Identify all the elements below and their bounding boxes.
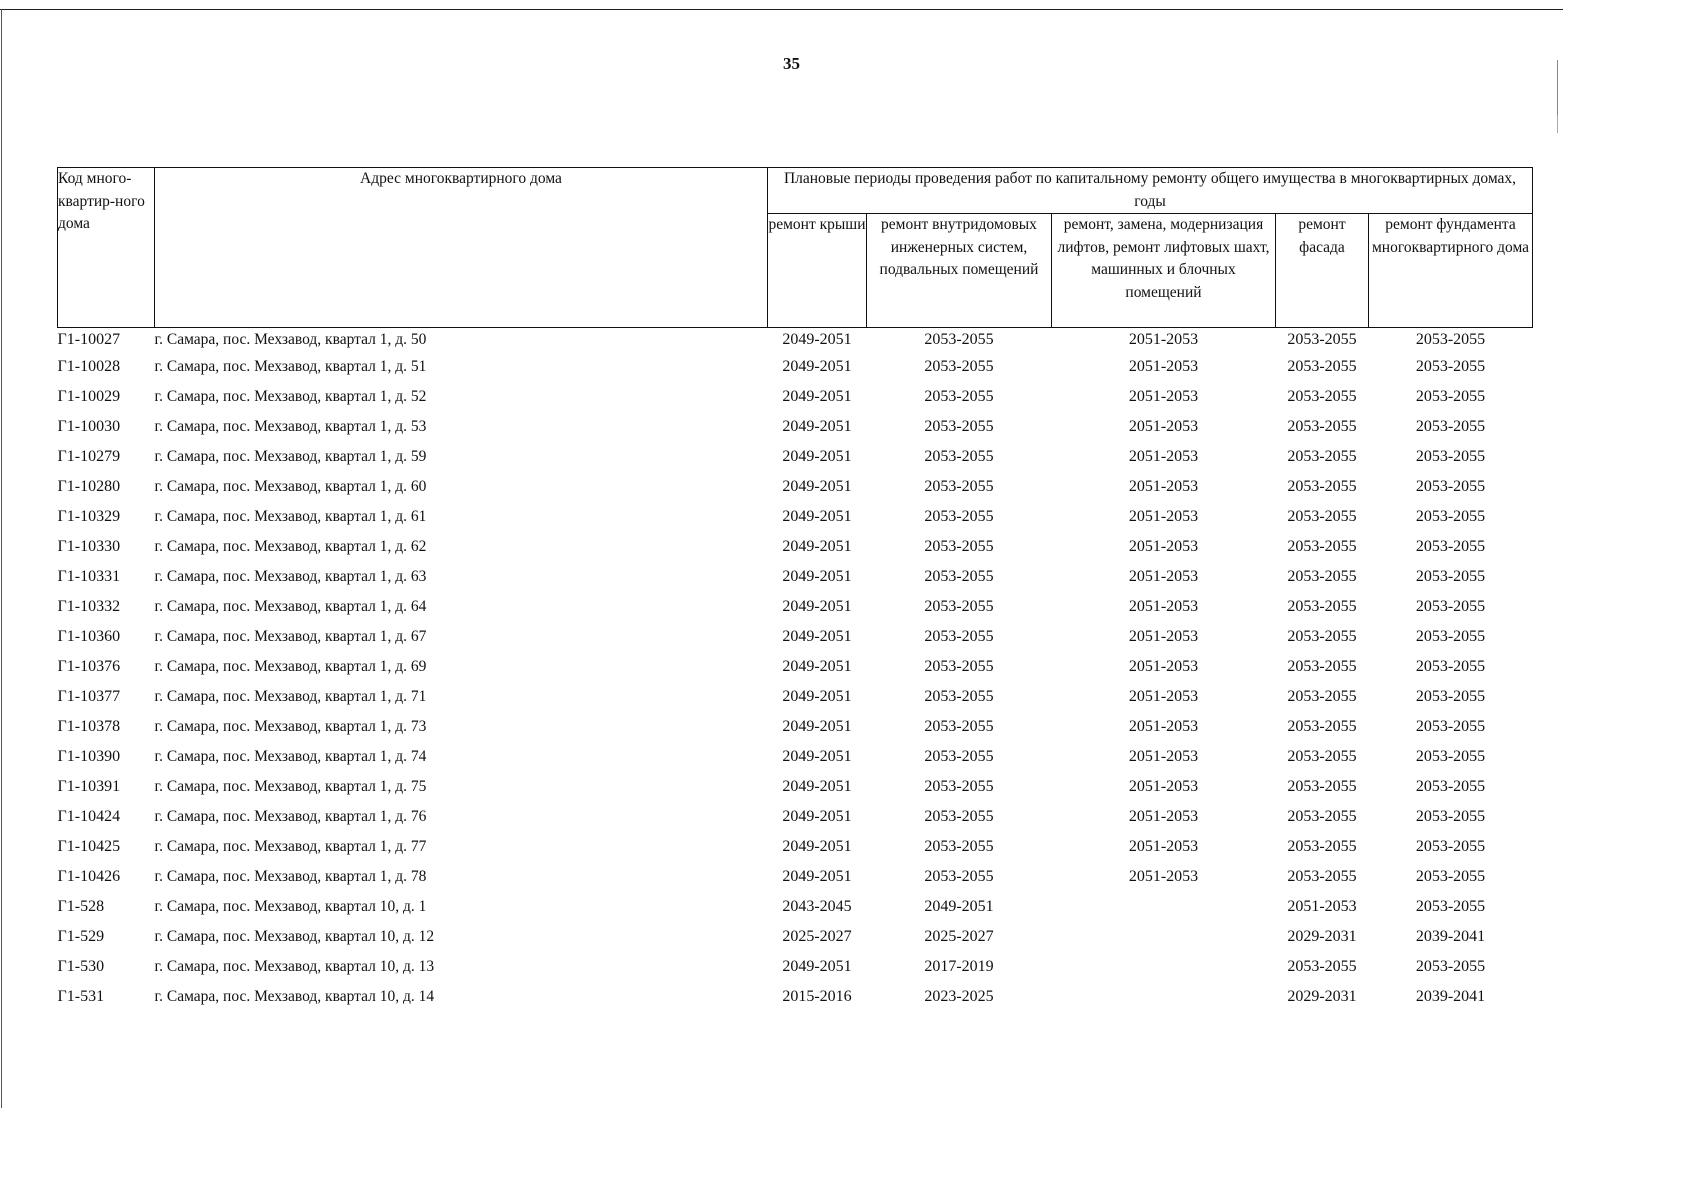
- capital-repair-table: [57, 167, 1533, 1012]
- cell-code: Г1-10029: [57, 388, 121, 405]
- cell-foundation: 2053-2055: [1415, 958, 1486, 975]
- cell-roof: 2049-2051: [782, 598, 852, 615]
- cell-facade: 2053-2055: [1287, 838, 1357, 855]
- table-row: [58, 472, 1533, 502]
- cell-elevators: [1052, 952, 1276, 982]
- cell-foundation: 2053-2055: [1415, 331, 1486, 348]
- header-systems: ремонт внутридомовых инженерных систем, подвальных помещений: [867, 214, 1052, 328]
- scan-edge-right-mark: [1557, 115, 1558, 133]
- cell-foundation: 2053-2055: [1415, 718, 1486, 735]
- cell-elevators: 2051-2053: [1128, 838, 1199, 855]
- cell-address: г. Самара, пос. Мехзавод, квартал 1, д. 52: [154, 388, 427, 405]
- cell-roof: 2049-2051: [782, 418, 852, 435]
- cell-elevators: 2051-2053: [1128, 598, 1199, 615]
- cell-facade: 2053-2055: [1287, 538, 1357, 555]
- cell-roof: 2049-2051: [782, 478, 852, 495]
- table-row: [58, 772, 1533, 802]
- cell-foundation: 2053-2055: [1415, 598, 1486, 615]
- cell-elevators: 2051-2053: [1128, 868, 1199, 885]
- table-row: [58, 832, 1533, 862]
- cell-facade: 2053-2055: [1287, 358, 1357, 375]
- cell-address: г. Самара, пос. Мехзавод, квартал 10, д. 13: [154, 958, 435, 975]
- cell-foundation: 2053-2055: [1415, 748, 1486, 765]
- cell-systems: 2053-2055: [924, 448, 994, 465]
- cell-systems: 2053-2055: [924, 388, 994, 405]
- cell-elevators: 2051-2053: [1128, 658, 1199, 675]
- cell-foundation: 2053-2055: [1415, 358, 1486, 375]
- table-row: [58, 412, 1533, 442]
- cell-systems: 2053-2055: [924, 598, 994, 615]
- table-row: [58, 442, 1533, 472]
- cell-systems: 2053-2055: [924, 568, 994, 585]
- cell-facade: 2053-2055: [1287, 388, 1357, 405]
- cell-address: г. Самара, пос. Мехзавод, квартал 1, д. 75: [154, 778, 427, 795]
- cell-systems: 2053-2055: [924, 688, 994, 705]
- cell-elevators: 2051-2053: [1128, 508, 1199, 525]
- cell-systems: 2053-2055: [924, 418, 994, 435]
- cell-roof: 2043-2045: [782, 898, 852, 915]
- cell-roof: 2049-2051: [782, 778, 852, 795]
- cell-systems: 2053-2055: [924, 658, 994, 675]
- cell-address: г. Самара, пос. Мехзавод, квартал 1, д. 50: [154, 331, 427, 348]
- cell-systems: 2053-2055: [924, 331, 994, 348]
- cell-facade: 2053-2055: [1287, 568, 1357, 585]
- cell-facade: 2053-2055: [1287, 448, 1357, 465]
- cell-systems: 2017-2019: [924, 958, 994, 975]
- cell-foundation: 2053-2055: [1415, 628, 1486, 645]
- cell-facade: 2053-2055: [1287, 868, 1357, 885]
- cell-facade: 2053-2055: [1287, 418, 1357, 435]
- cell-address: г. Самара, пос. Мехзавод, квартал 1, д. 63: [154, 568, 427, 585]
- cell-roof: 2049-2051: [782, 388, 852, 405]
- cell-elevators: 2051-2053: [1128, 538, 1199, 555]
- cell-facade: 2053-2055: [1287, 598, 1357, 615]
- cell-code: Г1-10331: [57, 568, 121, 585]
- cell-systems: 2053-2055: [924, 808, 994, 825]
- cell-systems: 2053-2055: [924, 508, 994, 525]
- cell-address: г. Самара, пос. Мехзавод, квартал 1, д. 73: [154, 718, 427, 735]
- cell-systems: 2053-2055: [924, 778, 994, 795]
- cell-elevators: 2051-2053: [1128, 748, 1199, 765]
- header-facade: ремонт фасада: [1276, 214, 1369, 328]
- cell-code: Г1-10391: [57, 778, 121, 795]
- table-row: [58, 532, 1533, 562]
- cell-facade: 2053-2055: [1287, 718, 1357, 735]
- cell-roof: 2049-2051: [782, 868, 852, 885]
- cell-foundation: 2053-2055: [1415, 448, 1486, 465]
- cell-elevators: 2051-2053: [1128, 331, 1199, 348]
- table-row: [58, 922, 1533, 952]
- cell-elevators: 2051-2053: [1128, 718, 1199, 735]
- cell-foundation: 2053-2055: [1415, 388, 1486, 405]
- cell-code: Г1-10027: [57, 331, 121, 348]
- cell-code: Г1-10360: [57, 628, 121, 645]
- header-roof: ремонт крыши: [768, 214, 867, 328]
- cell-foundation: 2053-2055: [1415, 508, 1486, 525]
- cell-foundation: 2053-2055: [1415, 418, 1486, 435]
- cell-elevators: 2051-2053: [1128, 448, 1199, 465]
- cell-systems: 2049-2051: [924, 898, 994, 915]
- cell-code: Г1-529: [57, 928, 105, 945]
- cell-elevators: 2051-2053: [1128, 388, 1199, 405]
- cell-roof: 2049-2051: [782, 688, 852, 705]
- cell-roof: 2049-2051: [782, 448, 852, 465]
- cell-facade: 2053-2055: [1287, 658, 1357, 675]
- cell-foundation: 2053-2055: [1415, 808, 1486, 825]
- table-row: [58, 742, 1533, 772]
- cell-facade: 2053-2055: [1287, 331, 1357, 348]
- cell-address: г. Самара, пос. Мехзавод, квартал 1, д. 62: [154, 538, 427, 555]
- cell-roof: 2049-2051: [782, 808, 852, 825]
- cell-elevators: 2051-2053: [1128, 418, 1199, 435]
- cell-roof: 2049-2051: [782, 331, 852, 348]
- cell-elevators: 2051-2053: [1128, 478, 1199, 495]
- cell-foundation: 2053-2055: [1415, 688, 1486, 705]
- table-row: [58, 328, 1533, 353]
- table-row: [58, 892, 1533, 922]
- cell-address: г. Самара, пос. Мехзавод, квартал 10, д. 12: [154, 928, 435, 945]
- cell-code: Г1-10332: [57, 598, 121, 615]
- cell-elevators: 2051-2053: [1128, 358, 1199, 375]
- cell-elevators: 2051-2053: [1128, 628, 1199, 645]
- cell-address: г. Самара, пос. Мехзавод, квартал 1, д. 78: [154, 868, 427, 885]
- cell-foundation: 2039-2041: [1415, 928, 1486, 945]
- cell-systems: 2053-2055: [924, 868, 994, 885]
- table-row: [58, 862, 1533, 892]
- cell-foundation: 2053-2055: [1415, 778, 1486, 795]
- header-foundation: ремонт фундамента многоквартирного дома: [1369, 214, 1533, 328]
- cell-address: г. Самара, пос. Мехзавод, квартал 1, д. 76: [154, 808, 427, 825]
- cell-code: Г1-10330: [57, 538, 121, 555]
- cell-code: Г1-10377: [57, 688, 121, 705]
- cell-code: Г1-528: [57, 898, 105, 915]
- scan-edge-top: [0, 9, 1563, 10]
- cell-roof: 2049-2051: [782, 748, 852, 765]
- cell-address: г. Самара, пос. Мехзавод, квартал 1, д. 67: [154, 628, 427, 645]
- cell-systems: 2053-2055: [924, 478, 994, 495]
- table-row: [58, 682, 1533, 712]
- cell-address: г. Самара, пос. Мехзавод, квартал 10, д. 1: [154, 898, 427, 915]
- cell-code: Г1-531: [57, 988, 105, 1005]
- cell-roof: 2049-2051: [782, 508, 852, 525]
- cell-foundation: 2053-2055: [1415, 658, 1486, 675]
- table-row: [58, 382, 1533, 412]
- cell-facade: 2029-2031: [1287, 928, 1357, 945]
- cell-facade: 2053-2055: [1287, 628, 1357, 645]
- cell-facade: 2053-2055: [1287, 958, 1357, 975]
- cell-elevators: 2051-2053: [1128, 778, 1199, 795]
- cell-address: г. Самара, пос. Мехзавод, квартал 10, д. 14: [154, 988, 435, 1005]
- cell-foundation: 2053-2055: [1415, 568, 1486, 585]
- cell-facade: 2051-2053: [1287, 898, 1357, 915]
- cell-elevators: 2051-2053: [1128, 688, 1199, 705]
- table-body: [58, 328, 1533, 1013]
- cell-foundation: 2039-2041: [1415, 988, 1486, 1005]
- table-row: [58, 622, 1533, 652]
- table-row: [58, 952, 1533, 982]
- cell-facade: 2053-2055: [1287, 778, 1357, 795]
- table-row: [58, 982, 1533, 1012]
- cell-address: г. Самара, пос. Мехзавод, квартал 1, д. 64: [154, 598, 427, 615]
- header-planned-periods: Плановые периоды проведения работ по капитальному ремонту общего имущества в многоквартирных домах, годы: [768, 168, 1533, 214]
- cell-roof: 2049-2051: [782, 538, 852, 555]
- table-row: [58, 592, 1533, 622]
- cell-roof: 2049-2051: [782, 628, 852, 645]
- cell-address: г. Самара, пос. Мехзавод, квартал 1, д. 61: [154, 508, 427, 525]
- page-number: 35: [783, 54, 800, 73]
- cell-roof: 2049-2051: [782, 658, 852, 675]
- cell-foundation: 2053-2055: [1415, 868, 1486, 885]
- cell-foundation: 2053-2055: [1415, 838, 1486, 855]
- cell-elevators: 2051-2053: [1128, 568, 1199, 585]
- cell-facade: 2053-2055: [1287, 808, 1357, 825]
- cell-code: Г1-10426: [57, 868, 121, 885]
- cell-address: г. Самара, пос. Мехзавод, квартал 1, д. 59: [154, 448, 427, 465]
- cell-systems: 2025-2027: [924, 928, 994, 945]
- cell-roof: 2049-2051: [782, 958, 852, 975]
- cell-foundation: 2053-2055: [1415, 898, 1486, 915]
- cell-address: г. Самара, пос. Мехзавод, квартал 1, д. 60: [154, 478, 427, 495]
- cell-systems: 2053-2055: [924, 628, 994, 645]
- table-row: [58, 652, 1533, 682]
- cell-address: г. Самара, пос. Мехзавод, квартал 1, д. 77: [154, 838, 427, 855]
- cell-facade: 2053-2055: [1287, 508, 1357, 525]
- cell-systems: 2053-2055: [924, 358, 994, 375]
- cell-systems: 2053-2055: [924, 718, 994, 735]
- cell-code: Г1-10424: [57, 808, 121, 825]
- cell-roof: 2049-2051: [782, 358, 852, 375]
- cell-roof: 2049-2051: [782, 718, 852, 735]
- cell-code: Г1-10028: [57, 358, 121, 375]
- cell-code: Г1-10329: [57, 508, 121, 525]
- header-address: Адрес многоквартирного дома: [155, 168, 768, 328]
- cell-systems: 2053-2055: [924, 748, 994, 765]
- table-header: [58, 168, 1533, 328]
- table-row: [58, 502, 1533, 532]
- cell-address: г. Самара, пос. Мехзавод, квартал 1, д. 74: [154, 748, 427, 765]
- cell-systems: 2023-2025: [924, 988, 994, 1005]
- cell-address: г. Самара, пос. Мехзавод, квартал 1, д. 69: [154, 658, 427, 675]
- header-code: Код много-квартир-ного дома: [58, 168, 155, 328]
- cell-elevators: [1052, 892, 1276, 922]
- cell-code: Г1-10378: [57, 718, 121, 735]
- cell-address: г. Самара, пос. Мехзавод, квартал 1, д. 51: [154, 358, 427, 375]
- cell-roof: 2015-2016: [782, 988, 852, 1005]
- cell-roof: 2049-2051: [782, 568, 852, 585]
- cell-systems: 2053-2055: [924, 538, 994, 555]
- cell-elevators: [1052, 982, 1276, 1012]
- cell-roof: 2049-2051: [782, 838, 852, 855]
- table-row: [58, 562, 1533, 592]
- cell-code: Г1-530: [57, 958, 105, 975]
- cell-elevators: [1052, 922, 1276, 952]
- cell-code: Г1-10030: [57, 418, 121, 435]
- cell-code: Г1-10425: [57, 838, 121, 855]
- cell-facade: 2029-2031: [1287, 988, 1357, 1005]
- cell-code: Г1-10376: [57, 658, 121, 675]
- cell-code: Г1-10279: [57, 448, 121, 465]
- cell-foundation: 2053-2055: [1415, 478, 1486, 495]
- cell-code: Г1-10390: [57, 748, 121, 765]
- cell-foundation: 2053-2055: [1415, 538, 1486, 555]
- scan-edge-left: [1, 9, 2, 1108]
- cell-facade: 2053-2055: [1287, 688, 1357, 705]
- cell-code: Г1-10280: [57, 478, 121, 495]
- cell-roof: 2025-2027: [782, 928, 852, 945]
- cell-elevators: 2051-2053: [1128, 808, 1199, 825]
- cell-address: г. Самара, пос. Мехзавод, квартал 1, д. 71: [154, 688, 427, 705]
- cell-systems: 2053-2055: [924, 838, 994, 855]
- table-row: [58, 712, 1533, 742]
- cell-facade: 2053-2055: [1287, 478, 1357, 495]
- header-elevators: ремонт, замена, модернизация лифтов, ремонт лифтовых шахт, машинных и блочных помещений: [1052, 214, 1276, 328]
- cell-facade: 2053-2055: [1287, 748, 1357, 765]
- cell-address: г. Самара, пос. Мехзавод, квартал 1, д. 53: [154, 418, 427, 435]
- table-row: [58, 352, 1533, 382]
- table-row: [58, 802, 1533, 832]
